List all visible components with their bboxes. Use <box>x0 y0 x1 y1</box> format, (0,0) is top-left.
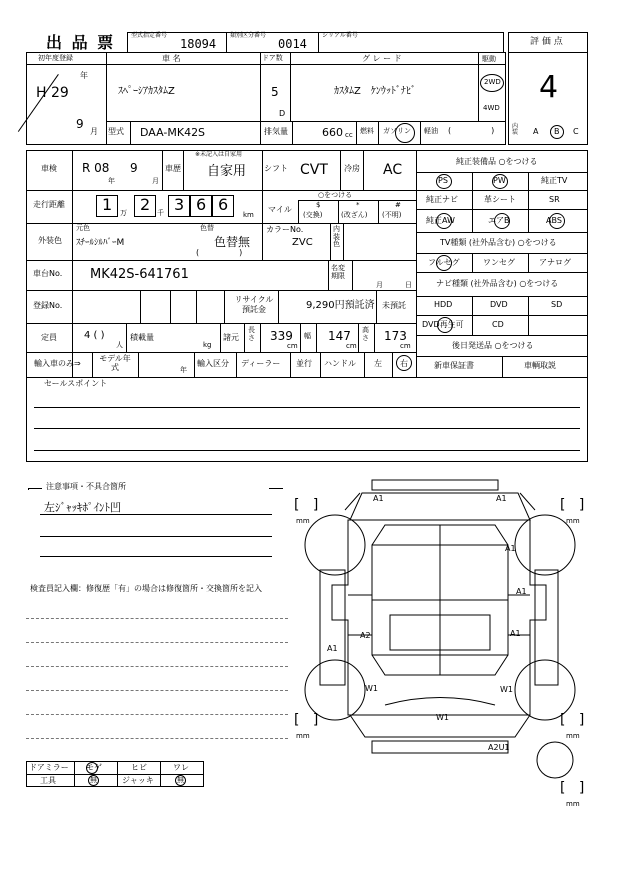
equip-ps: PS <box>438 176 448 185</box>
height-value: 173 <box>384 329 407 343</box>
equip-pw: PW <box>493 176 506 185</box>
color-change-label: 色替 <box>200 224 214 232</box>
tv-oneseg: ワンセグ <box>483 258 515 267</box>
handle-label: ハンドル <box>324 359 356 368</box>
fuel-gasoline: ガソリン <box>383 127 411 135</box>
inspect-label: 車検 <box>41 164 57 173</box>
mileage-digit-1: 1 <box>102 195 113 214</box>
shift-value: CVT <box>300 162 328 178</box>
inspect-value: R 08 <box>82 161 110 175</box>
tool-value: 無 <box>90 776 97 784</box>
model-year-label: モデル年式 <box>99 354 131 372</box>
sales-point-label: セールスポイント <box>44 379 108 388</box>
recycle-unpaid: 未預託 <box>382 301 406 310</box>
recycle-value: 9,290円預託済 <box>306 300 375 311</box>
damage-mark-9: W1 <box>500 685 513 694</box>
first-reg-month: 9 <box>76 117 84 131</box>
name-change-label: 名変期限 <box>331 264 345 281</box>
inspect-month-unit: 月 <box>152 177 159 185</box>
form-title: 出 品 票 <box>46 33 116 52</box>
load-label: 積載量 <box>130 333 154 342</box>
damage-mark-5: A2 <box>360 631 371 640</box>
score-label: 評 価 点 <box>530 37 563 47</box>
original-color-label: 元色 <box>76 224 90 232</box>
mileage-sen: 千 <box>157 209 164 217</box>
tv-analog: アナログ <box>539 258 571 267</box>
drive-label: 駆動 <box>482 55 496 63</box>
notes-label: 注意事項・不具合箇所 <box>46 482 126 491</box>
exterior-color-label: 外装色 <box>38 236 62 245</box>
mm-rl: mm <box>296 732 310 740</box>
first-reg-month-unit: 月 <box>90 127 98 136</box>
tv-title: TV種類 (社外品含む) ○をつける <box>440 238 557 247</box>
import-class-label: 輸入区分 <box>197 359 229 368</box>
first-reg-era: H 29 <box>36 85 69 101</box>
chassis-label: 車台No. <box>33 269 63 278</box>
width-value: 147 <box>328 329 351 343</box>
capacity-label: 定員 <box>41 333 57 342</box>
class-number-label: 類別区分番号 <box>230 32 267 39</box>
nav-title: ナビ種類 (社外品含む) ○をつける <box>436 279 559 288</box>
later-title: 後日発送品 ○をつける <box>452 341 534 350</box>
mm-rr: mm <box>566 732 580 740</box>
model-value: DAA-MK42S <box>140 126 206 139</box>
chassis-value: MK42S-641761 <box>90 267 189 282</box>
color-number-label: カラーNo. <box>266 225 304 234</box>
dealer-option: ディーラー <box>241 359 281 368</box>
interior-color-label: 内装色 <box>333 225 340 249</box>
grade-label: グ レ ー ド <box>362 54 402 63</box>
mileage-opt2-note: (改ざん) <box>341 211 368 219</box>
color-change-value: 色替無 <box>214 235 251 249</box>
mileage-label: 走行距離 <box>33 200 65 209</box>
jack-label: ジャッキ <box>122 776 154 785</box>
notes-text: 左ｼﾞｬｯｷﾎﾟｲﾝﾄ凹 <box>44 501 121 514</box>
recycle-label: リサイクル預託金 <box>234 295 274 315</box>
reg-number-label: 登録No. <box>33 301 63 310</box>
drive-4wd: 4WD <box>483 104 500 112</box>
mileage-digit-3: 3 <box>174 195 185 214</box>
doors-suffix: D <box>279 109 286 118</box>
cc-value: 660 <box>322 126 343 139</box>
history-label: 車歴 <box>165 164 181 173</box>
color-number-value: ZVC <box>292 237 313 248</box>
equip-tv: 純正TV <box>541 176 568 185</box>
cc-unit: cc <box>345 131 353 139</box>
history-note: ※未記入は自家用 <box>195 151 243 158</box>
car-name-value: ｽﾍﾟｰｼｱｶｽﾀﾑZ <box>118 86 175 97</box>
mileage-digit-4: 6 <box>196 195 207 214</box>
damage-mark-7: A1 <box>510 629 521 638</box>
equip-abs: ABS <box>546 216 562 225</box>
interior-a: A <box>533 127 539 136</box>
name-change-month: 月 <box>376 281 383 289</box>
mm-spare: mm <box>566 800 580 808</box>
bracket-rr: [ ] <box>560 712 585 728</box>
model-label: 型式 <box>108 127 124 136</box>
model-year-unit: 年 <box>180 366 187 374</box>
bracket-rl: [ ] <box>294 712 319 728</box>
interior-c: C <box>573 127 579 136</box>
inspector-label: 検査員記入欄：修復歴「有」の場合は修復箇所・交換箇所を記入 <box>30 584 262 593</box>
damage-mark-11: A2U1 <box>488 743 510 752</box>
equip-sr: SR <box>549 195 560 204</box>
fuel-diesel: 軽油 <box>424 127 438 135</box>
drive-2wd: 2WD <box>484 78 501 86</box>
mileage-mile-unit: マイル <box>268 205 292 214</box>
width-label: 幅 <box>304 332 311 340</box>
mileage-opt1: $ <box>316 201 321 209</box>
mileage-digit-2: 2 <box>140 195 151 214</box>
damage-mark-6: A1 <box>327 644 338 653</box>
mileage-km: km <box>243 211 254 219</box>
parallel-option: 並行 <box>296 359 312 368</box>
type-number-label: 型式指定番号 <box>131 32 168 39</box>
shift-label: シフト <box>264 164 288 173</box>
height-label: 高さ <box>362 326 369 342</box>
width-unit: cm <box>346 342 357 350</box>
nav-dvd-play: DVD再生可 <box>422 320 464 329</box>
history-value: 自家用 <box>207 164 247 179</box>
cool-label: 冷房 <box>344 164 360 173</box>
fuel-label: 燃料 <box>360 127 374 135</box>
inspect-year-unit: 年 <box>108 177 115 185</box>
length-label: 長さ <box>248 326 255 342</box>
bracket-fr: [ ] <box>560 497 585 513</box>
jack-value: 無 <box>177 776 184 784</box>
tool-label: 工具 <box>40 776 56 785</box>
mileage-man: 万 <box>120 209 127 217</box>
mirror-mogue: モゲ <box>86 763 102 772</box>
bracket-fl: [ ] <box>294 497 319 513</box>
mm-fr: mm <box>566 517 580 525</box>
import-label: 輸入車のみ⇒ <box>34 359 81 368</box>
mileage-opt2: * <box>356 201 360 209</box>
damage-mark-1: A1 <box>373 494 384 503</box>
mileage-option-label: ○をつける <box>318 191 353 199</box>
later-warranty: 新車保証書 <box>434 361 474 370</box>
height-unit: cm <box>400 342 411 350</box>
mirror-ware: ワレ <box>173 763 189 772</box>
front-left-wheel <box>305 515 365 575</box>
tv-fullseg: フルセグ <box>428 258 460 267</box>
later-manual: 車輌取説 <box>524 361 556 370</box>
bracket-spare: [ ] <box>560 780 585 796</box>
mm-fl: mm <box>296 517 310 525</box>
equip-leather: 革シート <box>484 195 516 204</box>
damage-mark-2: A1 <box>496 494 507 503</box>
interior-label: 内装 <box>512 123 519 136</box>
car-name-label: 車 名 <box>162 54 181 63</box>
equip-airbag: エアB <box>488 216 510 225</box>
equip-navi: 純正ナビ <box>426 195 458 204</box>
mileage-opt1-note: (交換) <box>303 211 323 219</box>
equipment-title: 純正装備品 ○をつける <box>456 157 538 166</box>
capacity-unit: 人 <box>116 341 123 349</box>
damage-mark-8: W1 <box>365 684 378 693</box>
rear-left-wheel <box>305 660 365 720</box>
first-reg-label: 初年度登録 <box>38 54 73 62</box>
score-value: 4 <box>539 70 559 105</box>
load-unit: kg <box>203 341 212 349</box>
class-number-value: 0014 <box>278 37 307 51</box>
front-bumper <box>372 480 498 490</box>
serial-number-label: シリアル番号 <box>322 32 358 39</box>
length-unit: cm <box>287 342 298 350</box>
color-paren: ( ) <box>196 248 243 257</box>
damage-mark-3: A1 <box>505 544 516 553</box>
rear-right-wheel <box>515 660 575 720</box>
equip-aw: 純正AW <box>426 216 455 225</box>
nav-hdd: HDD <box>434 300 453 309</box>
handle-left: 左 <box>374 359 382 368</box>
damage-mark-4: A1 <box>516 587 527 596</box>
first-reg-year-unit: 年 <box>80 71 88 80</box>
nav-sd: SD <box>551 300 563 309</box>
damage-mark-10: W1 <box>436 713 449 722</box>
capacity-value: 4 ( ) <box>84 330 105 341</box>
mileage-digit-5: 6 <box>218 195 229 214</box>
mileage-opt3-note: (不明) <box>382 211 402 219</box>
fuel-paren: ( ) <box>448 126 495 135</box>
mirror-label: ドアミラー <box>29 763 69 772</box>
inspect-month: 9 <box>130 161 138 175</box>
nav-cd: CD <box>492 320 504 329</box>
type-number-value: 18094 <box>180 37 217 51</box>
cc-label: 排気量 <box>264 127 288 136</box>
grade-value: ｶｽﾀﾑZ ｹﾝｳｯﾄﾞﾅﾋﾞ <box>334 86 416 97</box>
doors-label: ドア数 <box>262 54 283 62</box>
mileage-opt3: # <box>395 201 401 209</box>
dimensions-label: 諸元 <box>223 333 239 342</box>
original-color-value: ｽﾁｰﾙｼﾙﾊﾞｰM <box>76 238 125 248</box>
cool-value: AC <box>383 162 403 178</box>
nav-dvd: DVD <box>490 300 508 309</box>
name-change-day: 日 <box>405 281 412 289</box>
doors-value: 5 <box>271 85 279 99</box>
length-value: 339 <box>270 329 293 343</box>
interior-b: B <box>554 127 560 136</box>
mirror-hibi: ヒビ <box>131 763 147 772</box>
handle-right: 右 <box>400 359 408 368</box>
spare-wheel <box>537 742 573 778</box>
